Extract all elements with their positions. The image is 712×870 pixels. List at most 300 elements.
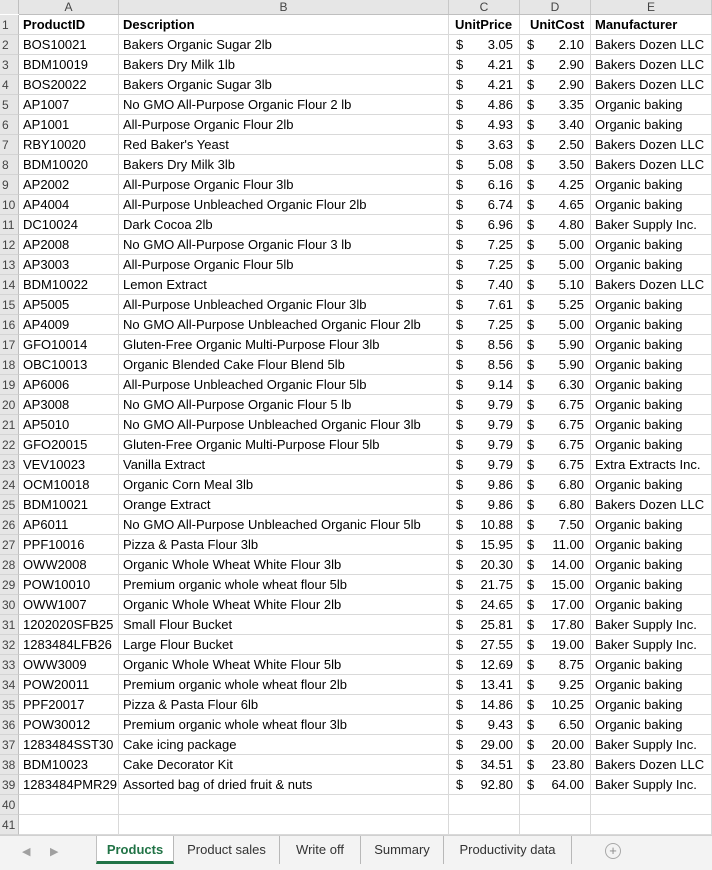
cell-manufacturer[interactable]: Baker Supply Inc. <box>591 775 712 795</box>
row-number[interactable]: 22 <box>0 435 19 455</box>
cell-description[interactable]: Organic Blended Cake Flour Blend 5lb <box>119 355 449 375</box>
cell-manufacturer[interactable]: Organic baking <box>591 415 712 435</box>
cell-description[interactable]: Bakers Dry Milk 1lb <box>119 55 449 75</box>
cell-description[interactable]: All-Purpose Organic Flour 2lb <box>119 115 449 135</box>
row-number[interactable]: 21 <box>0 415 19 435</box>
row-number[interactable]: 25 <box>0 495 19 515</box>
cell-unitcost[interactable] <box>520 635 591 655</box>
amount-value: 8.56 <box>487 337 513 352</box>
cell-productid[interactable]: BDM10022 <box>19 275 119 295</box>
cell-unitcost[interactable] <box>520 495 591 515</box>
cell-description[interactable]: All-Purpose Unbleached Organic Flour 3lb <box>119 295 449 315</box>
cell-manufacturer[interactable]: Bakers Dozen LLC <box>591 755 712 775</box>
header-cell-manufacturer[interactable]: Manufacturer <box>591 15 712 35</box>
chevron-left-icon[interactable]: ◀ <box>22 846 31 858</box>
cell-productid[interactable]: AP3008 <box>19 395 119 415</box>
column-header-d[interactable]: D <box>520 0 591 14</box>
cell-unitprice[interactable] <box>449 615 520 635</box>
cell-description[interactable]: All-Purpose Unbleached Organic Flour 2lb <box>119 195 449 215</box>
chevron-right-icon[interactable]: ▶ <box>50 846 59 858</box>
cell-unitcost[interactable] <box>520 35 591 55</box>
cell-productid[interactable]: POW10010 <box>19 575 119 595</box>
cell-unitprice[interactable] <box>449 515 520 535</box>
cell-unitcost[interactable] <box>520 135 591 155</box>
cell-unitprice[interactable] <box>449 735 520 755</box>
row-number[interactable]: 15 <box>0 295 19 315</box>
cell-manufacturer[interactable]: Organic baking <box>591 255 712 275</box>
cell-productid[interactable]: 1202020SFB25 <box>19 615 119 635</box>
cell-productid[interactable]: OBC10013 <box>19 355 119 375</box>
cell-manufacturer[interactable]: Bakers Dozen LLC <box>591 75 712 95</box>
row-number[interactable]: 11 <box>0 215 19 235</box>
currency-symbol: $ <box>527 197 535 212</box>
cell-manufacturer[interactable]: Baker Supply Inc. <box>591 215 712 235</box>
cell-unitprice[interactable] <box>449 435 520 455</box>
cell-unitprice[interactable] <box>449 255 520 275</box>
cell-manufacturer[interactable]: Baker Supply Inc. <box>591 735 712 755</box>
cell-unitcost[interactable] <box>520 155 591 175</box>
cell-description[interactable]: Organic Whole Wheat White Flour 3lb <box>119 555 449 575</box>
cell-unitcost[interactable] <box>520 615 591 635</box>
row-number[interactable]: 7 <box>0 135 19 155</box>
row-number[interactable]: 27 <box>0 535 19 555</box>
cell-unitcost[interactable] <box>520 475 591 495</box>
cell-unitcost[interactable] <box>520 375 591 395</box>
cell-productid[interactable]: BOS10021 <box>19 35 119 55</box>
cell-manufacturer[interactable]: Organic baking <box>591 195 712 215</box>
amount-value: 21.75 <box>480 577 513 592</box>
cell-productid[interactable]: POW30012 <box>19 715 119 735</box>
cell-description[interactable]: Cake icing package <box>119 735 449 755</box>
cell-description[interactable]: Orange Extract <box>119 495 449 515</box>
cell-description[interactable]: Bakers Dry Milk 3lb <box>119 155 449 175</box>
cell-unitcost[interactable] <box>520 175 591 195</box>
row-number[interactable]: 5 <box>0 95 19 115</box>
row-number[interactable]: 17 <box>0 335 19 355</box>
cell-unitprice[interactable] <box>449 595 520 615</box>
cell-unitcost[interactable] <box>520 435 591 455</box>
cell-unitcost[interactable] <box>520 195 591 215</box>
cell-productid[interactable]: AP2008 <box>19 235 119 255</box>
cell-manufacturer[interactable]: Organic baking <box>591 435 712 455</box>
cell-unitprice[interactable] <box>449 175 520 195</box>
row-number[interactable]: 35 <box>0 695 19 715</box>
row-number[interactable]: 6 <box>0 115 19 135</box>
row-number[interactable]: 23 <box>0 455 19 475</box>
cell-manufacturer[interactable]: Baker Supply Inc. <box>591 615 712 635</box>
cell-manufacturer[interactable]: Bakers Dozen LLC <box>591 35 712 55</box>
amount-value: 9.79 <box>487 457 513 472</box>
cell-productid[interactable]: BDM10023 <box>19 755 119 775</box>
cell-productid[interactable]: BDM10021 <box>19 495 119 515</box>
currency-symbol: $ <box>527 357 535 372</box>
row-number[interactable]: 16 <box>0 315 19 335</box>
cell-unitprice[interactable] <box>449 655 520 675</box>
cell-unitprice[interactable] <box>449 135 520 155</box>
cell-manufacturer[interactable]: Baker Supply Inc. <box>591 635 712 655</box>
cell-description[interactable]: No GMO All-Purpose Unbleached Organic Flour 2lb <box>119 315 449 335</box>
cell-unitprice[interactable] <box>449 415 520 435</box>
amount-value: 14.86 <box>480 697 513 712</box>
cell-unitcost[interactable] <box>520 215 591 235</box>
cell-description[interactable]: Cake Decorator Kit <box>119 755 449 775</box>
cell-unitcost[interactable] <box>520 75 591 95</box>
table-row <box>0 135 712 155</box>
column-header-e[interactable]: E <box>591 0 712 14</box>
empty-cell[interactable] <box>520 795 591 815</box>
currency-symbol: $ <box>456 177 464 192</box>
cell-unitprice[interactable] <box>449 555 520 575</box>
row-number[interactable]: 24 <box>0 475 19 495</box>
cell-unitcost[interactable] <box>520 115 591 135</box>
cell-manufacturer[interactable]: Organic baking <box>591 315 712 335</box>
empty-cell[interactable] <box>119 795 449 815</box>
empty-cell[interactable] <box>19 795 119 815</box>
cell-unitprice[interactable] <box>449 355 520 375</box>
cell-manufacturer[interactable]: Organic baking <box>591 555 712 575</box>
cell-unitprice[interactable] <box>449 535 520 555</box>
row-number[interactable]: 10 <box>0 195 19 215</box>
cell-unitcost[interactable] <box>520 655 591 675</box>
amount-value: 14.00 <box>551 557 584 572</box>
cell-description[interactable]: Assorted bag of dried fruit & nuts <box>119 775 449 795</box>
amount-value: 15.00 <box>551 577 584 592</box>
cell-manufacturer[interactable]: Organic baking <box>591 175 712 195</box>
cell-unitprice[interactable] <box>449 575 520 595</box>
cell-description[interactable]: All-Purpose Organic Flour 3lb <box>119 175 449 195</box>
cell-unitprice[interactable] <box>449 635 520 655</box>
cell-productid[interactable]: OWW1007 <box>19 595 119 615</box>
row-number[interactable]: 28 <box>0 555 19 575</box>
cell-manufacturer[interactable]: Organic baking <box>591 675 712 695</box>
row-number[interactable]: 33 <box>0 655 19 675</box>
row-number[interactable]: 26 <box>0 515 19 535</box>
currency-symbol: $ <box>456 337 464 352</box>
cell-productid[interactable]: PPF20017 <box>19 695 119 715</box>
empty-cell[interactable] <box>449 815 520 835</box>
column-header-b[interactable]: B <box>119 0 449 14</box>
cell-productid[interactable]: AP4009 <box>19 315 119 335</box>
cell-unitcost[interactable] <box>520 395 591 415</box>
row-number[interactable]: 31 <box>0 615 19 635</box>
row-number[interactable]: 13 <box>0 255 19 275</box>
cell-manufacturer[interactable]: Bakers Dozen LLC <box>591 155 712 175</box>
cell-unitcost[interactable] <box>520 455 591 475</box>
amount-value: 6.50 <box>558 717 584 732</box>
cell-unitprice[interactable] <box>449 115 520 135</box>
amount-value: 23.80 <box>551 757 584 772</box>
cell-unitcost[interactable] <box>520 575 591 595</box>
cell-unitcost[interactable] <box>520 515 591 535</box>
row-number[interactable]: 9 <box>0 175 19 195</box>
cell-unitcost[interactable] <box>520 755 591 775</box>
cell-unitcost[interactable] <box>520 55 591 75</box>
cell-description[interactable]: Small Flour Bucket <box>119 615 449 635</box>
cell-description[interactable]: Gluten-Free Organic Multi-Purpose Flour 5lb <box>119 435 449 455</box>
cell-unitprice[interactable] <box>449 215 520 235</box>
cell-unitprice[interactable] <box>449 295 520 315</box>
cell-productid[interactable]: OWW2008 <box>19 555 119 575</box>
cell-unitprice[interactable] <box>449 35 520 55</box>
cell-productid[interactable]: AP4004 <box>19 195 119 215</box>
cell-unitprice[interactable] <box>449 55 520 75</box>
cell-unitcost[interactable] <box>520 775 591 795</box>
cell-unitcost[interactable] <box>520 595 591 615</box>
cell-manufacturer[interactable]: Organic baking <box>591 475 712 495</box>
cell-description[interactable]: Large Flour Bucket <box>119 635 449 655</box>
cell-productid[interactable]: DC10024 <box>19 215 119 235</box>
amount-value: 6.75 <box>558 437 584 452</box>
select-all-corner[interactable] <box>0 0 19 14</box>
cell-productid[interactable]: GFO10014 <box>19 335 119 355</box>
cell-description[interactable]: No GMO All-Purpose Organic Flour 5 lb <box>119 395 449 415</box>
cell-description[interactable]: Lemon Extract <box>119 275 449 295</box>
cell-productid[interactable]: BDM10019 <box>19 55 119 75</box>
cell-unitprice[interactable] <box>449 235 520 255</box>
plus-circle-icon[interactable]: + <box>605 843 621 859</box>
row-number[interactable]: 39 <box>0 775 19 795</box>
amount-value: 3.40 <box>558 117 584 132</box>
cell-unitprice[interactable] <box>449 375 520 395</box>
cell-unitprice[interactable] <box>449 715 520 735</box>
cell-productid[interactable]: AP1001 <box>19 115 119 135</box>
cell-unitcost[interactable] <box>520 555 591 575</box>
cell-productid[interactable]: BDM10020 <box>19 155 119 175</box>
row-number[interactable]: 4 <box>0 75 19 95</box>
cell-unitcost[interactable] <box>520 715 591 735</box>
currency-symbol: $ <box>456 137 464 152</box>
row-number[interactable]: 37 <box>0 735 19 755</box>
currency-symbol: $ <box>527 77 535 92</box>
currency-symbol: $ <box>456 657 464 672</box>
tab-products[interactable]: Products <box>96 836 174 864</box>
cell-unitcost[interactable] <box>520 315 591 335</box>
empty-cell[interactable] <box>591 815 712 835</box>
cell-description[interactable]: Premium organic whole wheat flour 5lb <box>119 575 449 595</box>
cell-productid[interactable]: 1283484SST30 <box>19 735 119 755</box>
cell-description[interactable]: Bakers Organic Sugar 3lb <box>119 75 449 95</box>
cell-manufacturer[interactable]: Organic baking <box>591 695 712 715</box>
row-number[interactable]: 29 <box>0 575 19 595</box>
header-cell-productid[interactable]: ProductID <box>19 15 119 35</box>
cell-productid[interactable]: AP6011 <box>19 515 119 535</box>
cell-description[interactable]: No GMO All-Purpose Unbleached Organic Flour 3lb <box>119 415 449 435</box>
cell-description[interactable]: Pizza & Pasta Flour 3lb <box>119 535 449 555</box>
cell-unitcost[interactable] <box>520 295 591 315</box>
amount-value: 6.30 <box>558 377 584 392</box>
currency-symbol: $ <box>456 437 464 452</box>
column-header-a[interactable]: A <box>19 0 119 14</box>
currency-symbol: $ <box>456 37 464 52</box>
cell-description[interactable]: Bakers Organic Sugar 2lb <box>119 35 449 55</box>
cell-productid[interactable]: AP3003 <box>19 255 119 275</box>
tab-write-off[interactable]: Write off <box>280 836 361 864</box>
tab-productivity-data[interactable]: Productivity data <box>444 836 572 864</box>
empty-cell[interactable] <box>591 795 712 815</box>
cell-productid[interactable]: AP6006 <box>19 375 119 395</box>
sheet-tab-bar <box>0 835 712 870</box>
row-number[interactable]: 12 <box>0 235 19 255</box>
amount-value: 17.80 <box>551 617 584 632</box>
cell-description[interactable]: Premium organic whole wheat flour 2lb <box>119 675 449 695</box>
currency-symbol: $ <box>456 357 464 372</box>
row-number[interactable]: 34 <box>0 675 19 695</box>
row-number[interactable]: 38 <box>0 755 19 775</box>
cell-productid[interactable]: OCM10018 <box>19 475 119 495</box>
amount-value: 8.56 <box>487 357 513 372</box>
header-cell-unitcost[interactable]: UnitCost <box>520 15 591 35</box>
cell-manufacturer[interactable]: Extra Extracts Inc. <box>591 455 712 475</box>
cell-productid[interactable]: POW20011 <box>19 675 119 695</box>
cell-manufacturer[interactable]: Organic baking <box>591 515 712 535</box>
cell-unitprice[interactable] <box>449 395 520 415</box>
amount-value: 6.74 <box>487 197 513 212</box>
cell-productid[interactable]: 1283484LFB26 <box>19 635 119 655</box>
cell-description[interactable]: No GMO All-Purpose Organic Flour 3 lb <box>119 235 449 255</box>
table-row <box>0 395 712 415</box>
cell-description[interactable]: Gluten-Free Organic Multi-Purpose Flour 3lb <box>119 335 449 355</box>
row-number[interactable]: 1 <box>0 15 19 35</box>
amount-value: 3.63 <box>487 137 513 152</box>
cell-description[interactable]: Dark Cocoa 2lb <box>119 215 449 235</box>
row-number[interactable]: 40 <box>0 795 19 815</box>
cell-unitcost[interactable] <box>520 735 591 755</box>
cell-description[interactable]: All-Purpose Unbleached Organic Flour 5lb <box>119 375 449 395</box>
cell-manufacturer[interactable]: Organic baking <box>591 335 712 355</box>
cell-manufacturer[interactable]: Bakers Dozen LLC <box>591 495 712 515</box>
cell-productid[interactable]: AP5010 <box>19 415 119 435</box>
cell-unitcost[interactable] <box>520 235 591 255</box>
cell-unitprice[interactable] <box>449 775 520 795</box>
currency-symbol: $ <box>456 57 464 72</box>
amount-value: 9.86 <box>487 477 513 492</box>
cell-unitcost[interactable] <box>520 355 591 375</box>
cell-manufacturer[interactable]: Organic baking <box>591 115 712 135</box>
cell-description[interactable]: Organic Whole Wheat White Flour 5lb <box>119 655 449 675</box>
amount-value: 6.80 <box>558 497 584 512</box>
cell-description[interactable]: Red Baker's Yeast <box>119 135 449 155</box>
cell-unitprice[interactable] <box>449 495 520 515</box>
cell-manufacturer[interactable]: Organic baking <box>591 535 712 555</box>
cell-unitprice[interactable] <box>449 695 520 715</box>
currency-symbol: $ <box>456 557 464 572</box>
cell-unitcost[interactable] <box>520 95 591 115</box>
currency-symbol: $ <box>456 197 464 212</box>
row-number[interactable]: 41 <box>0 815 19 835</box>
row-number[interactable]: 32 <box>0 635 19 655</box>
tab-summary[interactable]: Summary <box>361 836 444 864</box>
empty-cell[interactable] <box>520 815 591 835</box>
cell-productid[interactable]: BOS20022 <box>19 75 119 95</box>
cell-unitprice[interactable] <box>449 455 520 475</box>
cell-manufacturer[interactable]: Bakers Dozen LLC <box>591 55 712 75</box>
row-number[interactable]: 2 <box>0 35 19 55</box>
header-cell-unitprice[interactable]: UnitPrice <box>449 15 520 35</box>
table-row <box>0 235 712 255</box>
empty-cell[interactable] <box>19 815 119 835</box>
table-row <box>0 735 712 755</box>
row-number[interactable]: 36 <box>0 715 19 735</box>
currency-symbol: $ <box>527 517 535 532</box>
cell-unitprice[interactable] <box>449 195 520 215</box>
cell-productid[interactable]: AP1007 <box>19 95 119 115</box>
cell-unitprice[interactable] <box>449 95 520 115</box>
tab-product-sales[interactable]: Product sales <box>174 836 280 864</box>
cell-productid[interactable]: OWW3009 <box>19 655 119 675</box>
cell-productid[interactable]: AP5005 <box>19 295 119 315</box>
cell-description[interactable]: Pizza & Pasta Flour 6lb <box>119 695 449 715</box>
cell-unitcost[interactable] <box>520 255 591 275</box>
cell-unitprice[interactable] <box>449 475 520 495</box>
empty-cell[interactable] <box>119 815 449 835</box>
amount-value: 5.90 <box>558 357 584 372</box>
cell-manufacturer[interactable]: Bakers Dozen LLC <box>591 275 712 295</box>
cell-productid[interactable]: AP2002 <box>19 175 119 195</box>
cell-unitcost[interactable] <box>520 695 591 715</box>
cell-manufacturer[interactable]: Organic baking <box>591 355 712 375</box>
cell-manufacturer[interactable]: Organic baking <box>591 295 712 315</box>
cell-manufacturer[interactable]: Bakers Dozen LLC <box>591 135 712 155</box>
cell-unitcost[interactable] <box>520 675 591 695</box>
row-number[interactable]: 20 <box>0 395 19 415</box>
cell-unitprice[interactable] <box>449 75 520 95</box>
cell-unitprice[interactable] <box>449 755 520 775</box>
cell-manufacturer[interactable]: Organic baking <box>591 575 712 595</box>
row-number[interactable]: 30 <box>0 595 19 615</box>
cell-manufacturer[interactable]: Organic baking <box>591 95 712 115</box>
cell-productid[interactable]: PPF10016 <box>19 535 119 555</box>
row-number[interactable]: 18 <box>0 355 19 375</box>
cell-description[interactable]: Premium organic whole wheat flour 3lb <box>119 715 449 735</box>
cell-unitprice[interactable] <box>449 275 520 295</box>
amount-value: 4.65 <box>558 197 584 212</box>
row-number[interactable]: 19 <box>0 375 19 395</box>
cell-productid[interactable]: VEV10023 <box>19 455 119 475</box>
row-number[interactable]: 8 <box>0 155 19 175</box>
cell-manufacturer[interactable]: Organic baking <box>591 595 712 615</box>
cell-unitcost[interactable] <box>520 335 591 355</box>
table-row <box>0 635 712 655</box>
column-header-c[interactable]: C <box>449 0 520 14</box>
cell-unitcost[interactable] <box>520 275 591 295</box>
cell-productid[interactable]: GFO20015 <box>19 435 119 455</box>
row-number[interactable]: 14 <box>0 275 19 295</box>
amount-value: 5.08 <box>487 157 513 172</box>
cell-productid[interactable]: 1283484PMR29 <box>19 775 119 795</box>
cell-description[interactable]: All-Purpose Organic Flour 5lb <box>119 255 449 275</box>
cell-unitprice[interactable] <box>449 315 520 335</box>
header-cell-description[interactable]: Description <box>119 15 449 35</box>
cell-unitprice[interactable] <box>449 335 520 355</box>
cell-unitprice[interactable] <box>449 155 520 175</box>
cell-manufacturer[interactable]: Organic baking <box>591 395 712 415</box>
cell-unitprice[interactable] <box>449 675 520 695</box>
cell-unitcost[interactable] <box>520 535 591 555</box>
cell-productid[interactable]: RBY10020 <box>19 135 119 155</box>
cell-manufacturer[interactable]: Organic baking <box>591 375 712 395</box>
empty-cell[interactable] <box>449 795 520 815</box>
cell-description[interactable]: No GMO All-Purpose Organic Flour 2 lb <box>119 95 449 115</box>
cell-description[interactable]: No GMO All-Purpose Unbleached Organic Flour 5lb <box>119 515 449 535</box>
cell-description[interactable]: Organic Whole Wheat White Flour 2lb <box>119 595 449 615</box>
cell-description[interactable]: Vanilla Extract <box>119 455 449 475</box>
row-number[interactable]: 3 <box>0 55 19 75</box>
cell-manufacturer[interactable]: Organic baking <box>591 715 712 735</box>
cell-description[interactable]: Organic Corn Meal 3lb <box>119 475 449 495</box>
cell-manufacturer[interactable]: Organic baking <box>591 235 712 255</box>
cell-unitcost[interactable] <box>520 415 591 435</box>
cell-manufacturer[interactable]: Organic baking <box>591 655 712 675</box>
